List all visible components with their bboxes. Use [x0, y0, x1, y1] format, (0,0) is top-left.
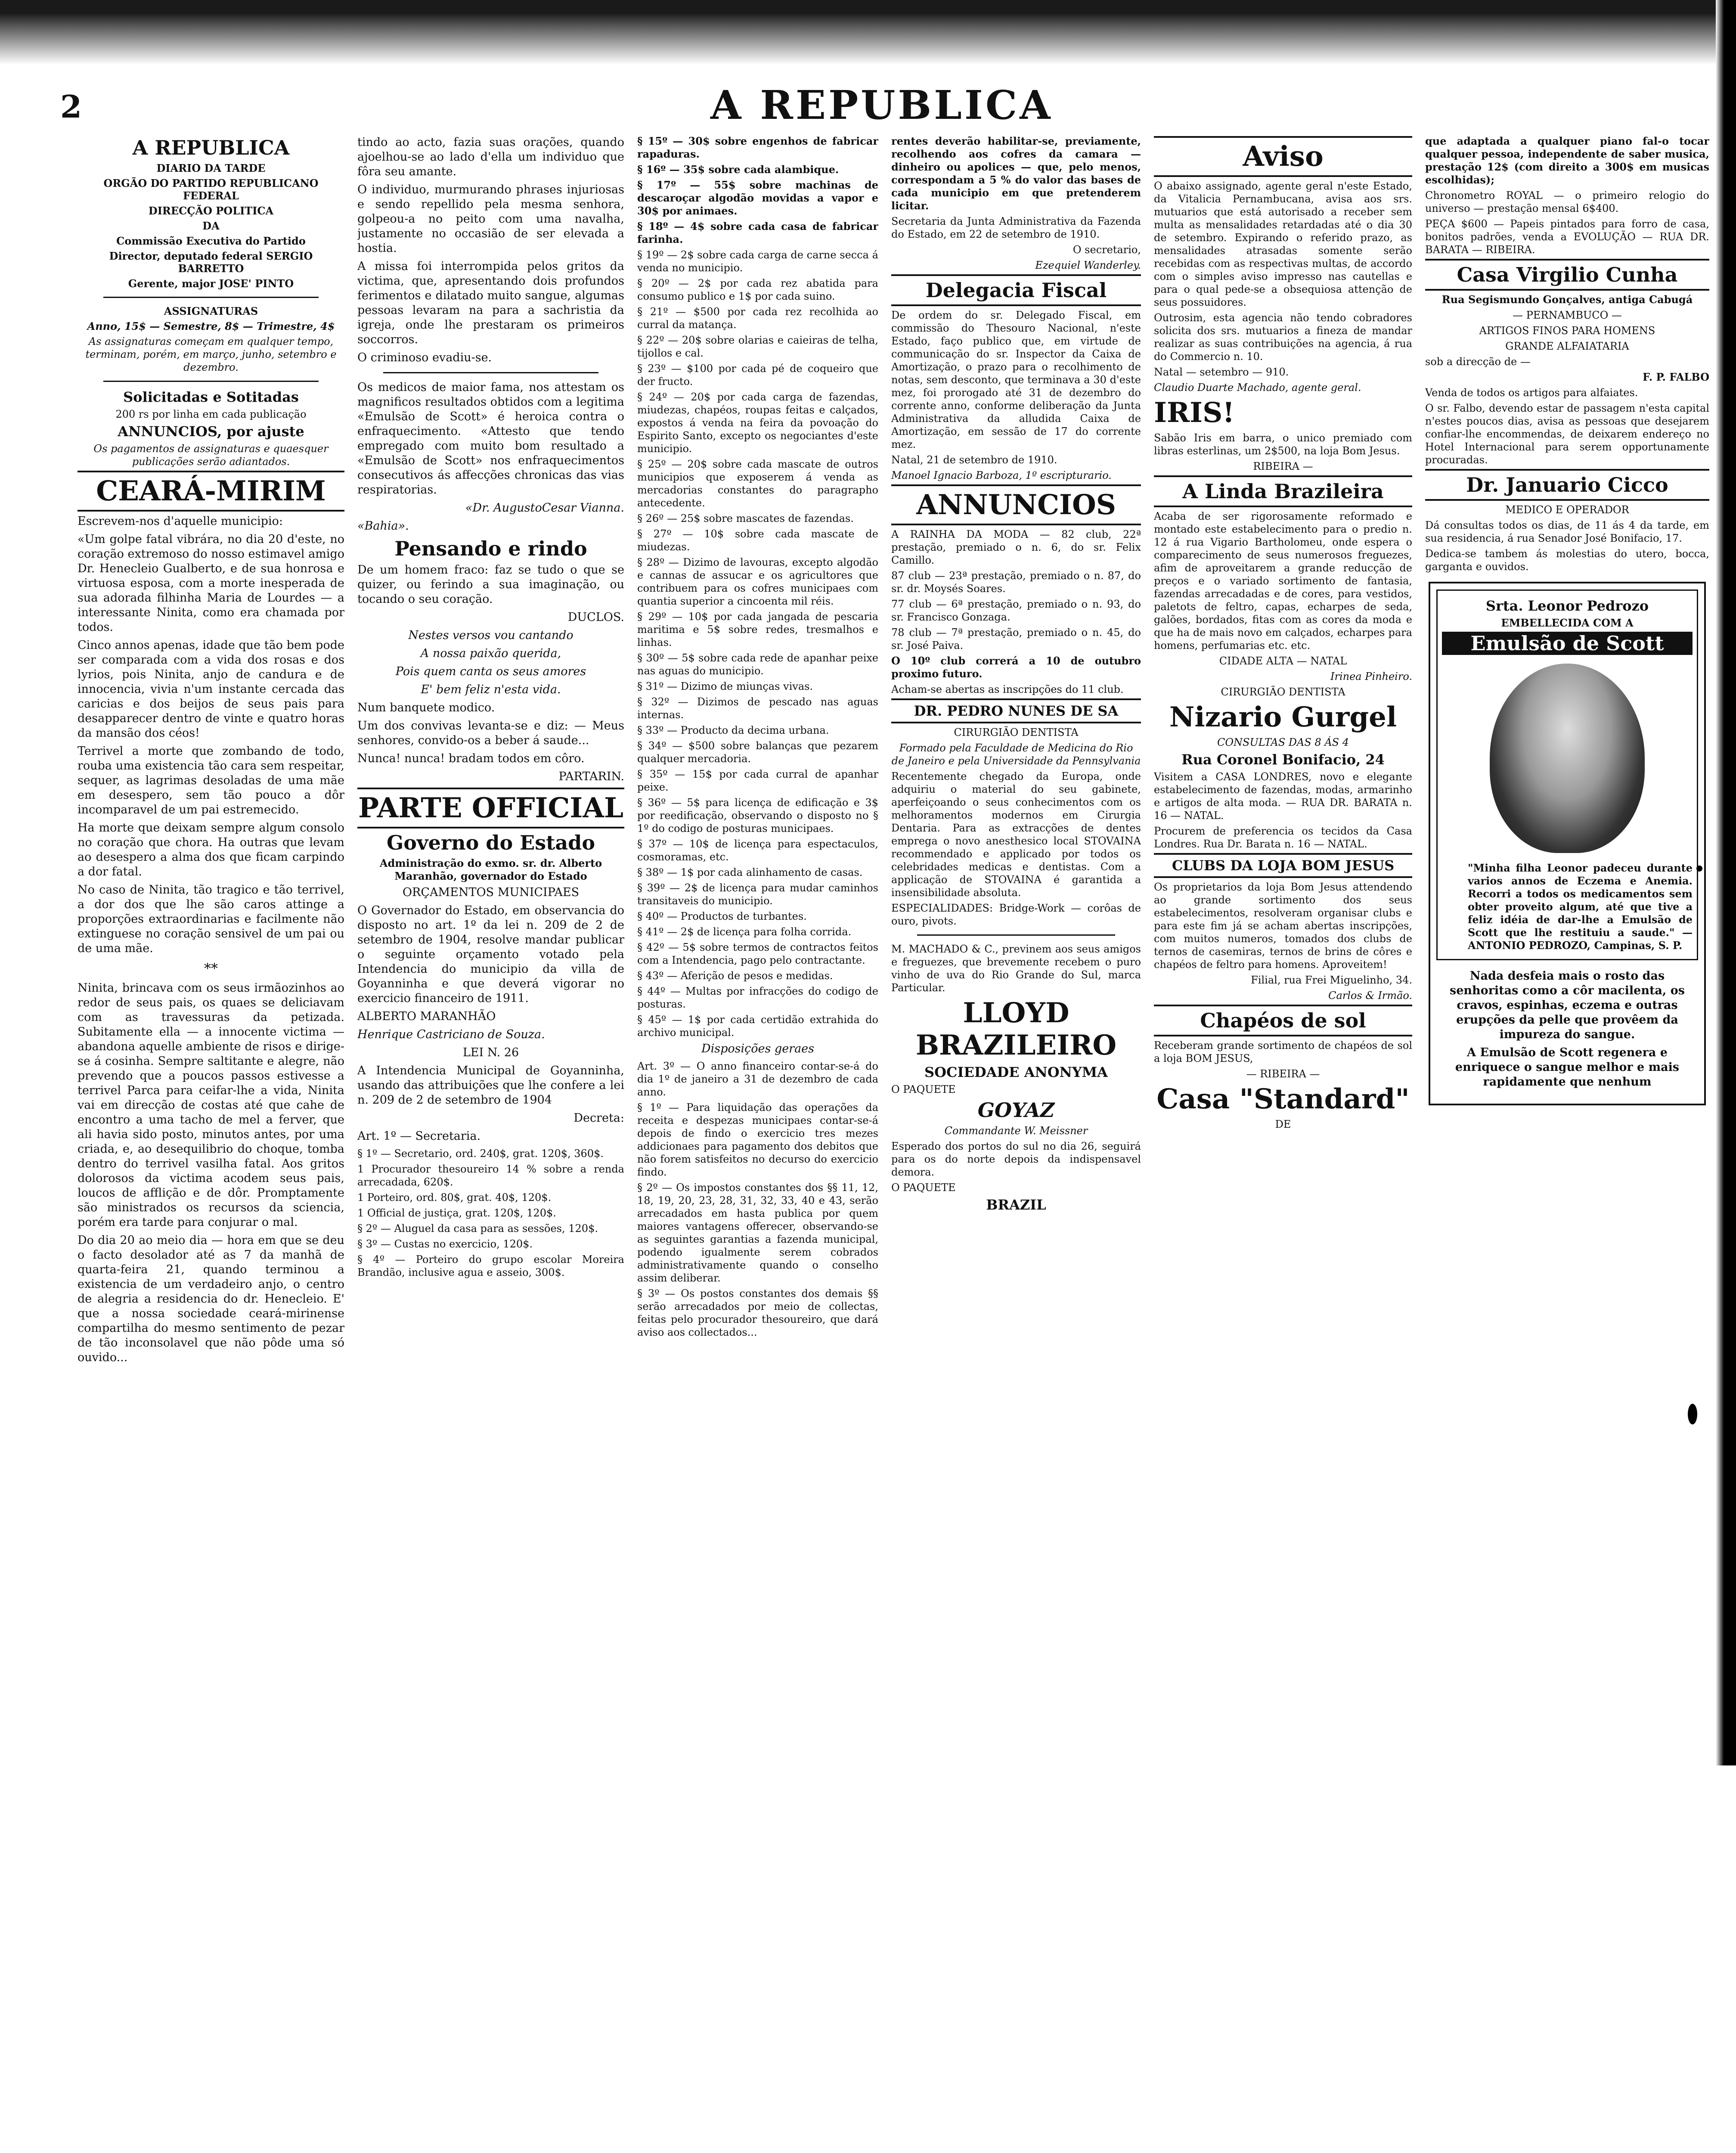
budget-item: § 3º — Custas no exercicio, 120$.	[357, 1238, 533, 1250]
advert-subtitle: EMBELLECIDA COM A	[1501, 617, 1634, 629]
budget-item: § 28º — Dizimo de lavouras, excepto algodão e cannas de assucar e os agricultores que contribuem para os cofres municipaes com quantia superior a cincoenta mil réis.	[637, 556, 878, 607]
article-paragraph: § 2º — Os impostos constantes dos §§ 11, 12, 18, 19, 20, 23, 28, 31, 32, 33, 40 e 43, serão arrecadados em hasta publica por quem maiores vantagens offerecer, observando-se as seguintes garantias a fazenda municipal, podendo igualmente serem cobrados administrativamente quando o conselho assim deliberar.	[637, 1182, 878, 1284]
budget-item: § 22º — 20$ sobre olarias e caieiras de telha, tijollos e cal.	[637, 334, 878, 359]
signature: Ezequiel Wanderley.	[1035, 259, 1141, 271]
subheading: Disposições geraes	[701, 1042, 815, 1055]
masthead-line: Gerente, major JOSE' PINTO	[128, 277, 294, 290]
ink-smudge	[1688, 1404, 1697, 1424]
budget-item: § 32º — Dizimos de pescado nas aguas internas.	[637, 696, 878, 721]
budget-item: § 37º — 10$ de licença para espectaculos, cosmoramas, etc.	[637, 838, 878, 863]
advert-text: A Emulsão de Scott regenera e enriquece o sangue melhor e mais rapidamente que nenhum	[1455, 1046, 1680, 1089]
article-paragraph: Ha morte que deixam sempre algum consolo no coração que chora. Ha outras que levam ao desespero a alma dos que ficam carpindo a dor fatal.	[78, 821, 344, 878]
masthead-line: Anno, 15$ — Semestre, 8$ — Trimestre, 4$	[87, 320, 335, 332]
budget-item: § 18º — 4$ sobre cada casa de fabricar farinha.	[637, 220, 878, 245]
ad-paragraph: ESPECIALIDADES: Bridge-Work — corôas de ouro, pivots.	[891, 902, 1141, 927]
ad-paragraph: CIDADE ALTA — NATAL	[1219, 655, 1347, 667]
section-heading: Chapéos de sol	[1154, 1005, 1412, 1036]
article-paragraph: De um homem fraco: faz se tudo o que se quizer, ou ferindo a sua imaginação, ou tocando o seu coração.	[357, 563, 624, 606]
ad-paragraph: que adaptada a qualquer piano fal-o tocar qualquer pessoa, independente de saber musica, prestação 12$ (com direito a 300$ em musicas escolhidas);	[1425, 135, 1709, 186]
masthead-line: 200 rs por linha em cada publicação	[115, 408, 307, 420]
signature: «Bahia».	[357, 519, 409, 533]
ad-paragraph: Venda de todos os artigos para alfaiates.	[1425, 387, 1638, 399]
ad-paragraph: — RIBEIRA —	[1246, 1068, 1320, 1080]
ad-paragraph: ARTIGOS FINOS PARA HOMENS	[1479, 325, 1655, 337]
ad-paragraph: O PAQUETE	[891, 1182, 956, 1194]
ornament-stars: **	[204, 960, 218, 977]
ad-paragraph: O abaixo assignado, agente geral n'este Estado, da Vitalicia Pernambucana, avisa aos srs. mutuarios que está autorisado a receber sem multa as mensalidades retardadas até o dia 30 de setembro. Expirando o referido prazo, as mensalidades atrasadas somente serão recebidas com as respectivas multas, de accordo com o simples aviso impresso nas cautellas e para o qual pede-se a obsequiosa attenção de seus possuidores.	[1154, 180, 1412, 308]
ad-paragraph: 78 club — 7ª prestação, premiado o n. 45, do sr. José Paiva.	[891, 627, 1141, 651]
ad-heading: DR. PEDRO NUNES DE SA	[891, 698, 1141, 723]
ad-paragraph: Rua Segismundo Gonçalves, antiga Cabugá	[1442, 293, 1693, 306]
ad-paragraph: Acham-se abertas as inscripções do 11 club.	[891, 683, 1124, 695]
ad-paragraph: Rua Coronel Bonifacio, 24	[1181, 751, 1385, 768]
article-paragraph: Natal, 21 de setembro de 1910.	[891, 454, 1057, 466]
ad-paragraph: PEÇA $600 — Papeis pintados para forro de casa, bonitos padrões, venda a EVOLUÇÃO — RUA DR. BARATA — RIBEIRA.	[1425, 218, 1709, 256]
budget-item: § 16º — 35$ sobre cada alambique.	[637, 163, 839, 176]
budget-item: § 21º — $500 por cada rez recolhida ao curral da matança.	[637, 306, 878, 331]
section-heading: Delegacia Fiscal	[891, 274, 1141, 306]
article-paragraph: Os medicos de maior fama, nos attestam os magnificos resultados obtidos com a legitima «Emulsão de Scott» é heroica contra o enfraquecimento. «Attesto que tendo empregado com muito bom resultado a «Emulsão de Scott» nos enfraquecimentos consecutivos ás affecções chronicas das vias respiratorias.	[357, 381, 624, 496]
advert-testimonial: "Minha filha Leonor padeceu durante varios annos de Eczema e Anemia. Recorri a todos os medicamentos sem obter proveito algum, até que tive a feliz idéia de dar-lhe a Emulsão de Scott que lhe restituiu a saude." — ANTONIO PEDROZO, Campinas, S. P.	[1468, 862, 1693, 952]
ad-paragraph: Chronometro ROYAL — o primeiro relogio do universo — prestação mensal 6$400.	[1425, 189, 1709, 214]
signature: Irinea Pinheiro.	[1330, 670, 1412, 683]
signature: Claudio Duarte Machado, agente geral.	[1154, 382, 1361, 394]
column-4	[891, 133, 1141, 1709]
ad-paragraph: Sabão Iris em barra, o unico premiado com libras esterlinas, um 2$500, na loja Bom Jesus.	[1154, 432, 1412, 457]
ad-paragraph: Natal — setembro — 910.	[1154, 366, 1289, 378]
scott-emulsion-advert	[1429, 582, 1706, 1105]
section-heading: Dr. Januario Cicco	[1425, 469, 1709, 501]
ship-name: GOYAZ	[977, 1098, 1055, 1122]
article-paragraph: O criminoso evadiu-se.	[357, 351, 492, 364]
budget-item: § 38º — 1$ por cada alinhamento de casas.	[637, 866, 863, 878]
ad-paragraph: 87 club — 23ª prestação, premiado o n. 87, do sr. dr. Moysés Soares.	[891, 570, 1141, 595]
budget-item: 1 Porteiro, ord. 80$, grat. 40$, 120$.	[357, 1191, 552, 1204]
ad-paragraph: — PERNAMBUCO —	[1513, 309, 1622, 321]
page-number: 2	[60, 88, 82, 125]
masthead-line: ASSIGNATURAS	[164, 305, 258, 317]
ad-paragraph: Formado pela Faculdade de Medicina do Rio de Janeiro e pela Universidade da Pennsylvania	[891, 742, 1141, 767]
article-paragraph: Terrivel a morte que zombando de todo, rouba uma existencia tão cara sem respeitar, sequer, as lagrimas desoladas de uma mãe em desespero, sem tão pouco a dôr incomparavel de um pai estremecido.	[78, 745, 344, 816]
article-paragraph: § 1º — Para liquidação das operações da receita e despezas municipaes contar-se-á depois de findo o exercicio tres mezes addicionaes para pagamento dos debitos que não forem satisfeitos no decurso do exercicio findo.	[637, 1101, 878, 1178]
signature: F. P. FALBO	[1643, 371, 1709, 383]
ad-paragraph: Dá consultas todos os dias, de 11 ás 4 da tarde, em sua residencia, á rua Senador José Bonifacio, 17.	[1425, 519, 1709, 544]
masthead-line: DIRECÇÃO POLITICA	[148, 205, 274, 217]
ink-smudge	[1696, 866, 1702, 872]
verse-line: E' bem feliz n'esta vida.	[421, 683, 561, 696]
budget-item: § 42º — 5$ sobre termos de contractos feitos com a Intendencia, pago pelo contractante.	[637, 941, 878, 966]
ad-paragraph: Visitem a CASA LONDRES, novo e elegante estabelecimento de fazendas, modas, armarinho e artigos de alta moda. — RUA DR. BARATA n. 16 — NATAL.	[1154, 771, 1412, 822]
ad-paragraph: O PAQUETE	[891, 1083, 956, 1095]
ad-heading: Casa "Standard"	[1156, 1083, 1410, 1115]
ad-paragraph: O sr. Falbo, devendo estar de passagem n'esta capital n'estes poucos dias, avisa as pessoas que desejarem confiar-lhe encommendas, de deixarem endereço no Hotel Internacional para serem opportunamente procuradas.	[1425, 402, 1709, 466]
ad-paragraph: MEDICO E OPERADOR	[1505, 504, 1629, 516]
budget-item: § 34º — $500 sobre balanças que pezarem qualquer mercadoria.	[637, 740, 878, 765]
column-1	[78, 133, 344, 1709]
ad-heading: LLOYD BRAZILEIRO	[915, 997, 1117, 1061]
budget-item: § 15º — 30$ sobre engenhos de fabricar rapaduras.	[637, 135, 878, 160]
ad-paragraph: DE	[1275, 1118, 1291, 1130]
ad-paragraph: Esperado dos portos do sul no dia 26, seguirá para os do norte depois da indispensavel demora.	[891, 1140, 1141, 1178]
signature: Carlos & Irmão.	[1328, 990, 1412, 1002]
ad-paragraph: Acaba de ser rigorosamente reformado e montado este estabelecimento para o predio n. 12 á rua Vigario Bartholomeu, onde espera o comparecimento de seus numerosos freguezes, afim de aproveitarem a grande reducção de preços e o variado sortimento de fantasia, fazendas arrecadadas e de cores, para vestidos, paletots de feltro, capas, echarpes de seda, galões, bordados, fitas com as cores da moda e que ha de mais novo em calçados, echarpes para homens, perfumarias etc. etc.	[1154, 510, 1412, 651]
section-heading: CEARÁ-MIRIM	[78, 471, 344, 512]
column-2	[357, 133, 624, 1709]
scan-top-edge	[0, 0, 1736, 65]
budget-item: § 41º — 2$ de licença para folha corrida.	[637, 926, 852, 938]
budget-item: Art. 1º — Secretaria.	[357, 1129, 481, 1143]
section-heading: Governo do Estado	[386, 831, 595, 854]
column-5	[1154, 133, 1412, 1709]
advert-text: Nada desfeia mais o rosto das senhoritas como a côr macilenta, os cravos, espinhas, eczema e outras erupções da pelle que provêem da impureza do sangue.	[1450, 969, 1685, 1041]
article-paragraph: § 3º — Os postos constantes dos demais §§ serão arrecadados por meio de collectas, feitas pelo procurador thesoureiro, que dará aviso aos collectados...	[637, 1287, 878, 1338]
article-paragraph: Nunca! nunca! bradam todos em côro.	[357, 752, 585, 765]
masthead-line: DIARIO DA TARDE	[156, 162, 266, 174]
article-paragraph: Cinco annos apenas, idade que tão bem pode ser comparada com a vida dos rosas e dos lyrios, pois Ninita, anjo de candura e de innocencia, vivia n'um instante cercada das caricias e dos beijos de seus pais para desapparecer dentro de vinte e quatro horas da mansão dos céos!	[78, 639, 344, 740]
ad-paragraph: Procurem de preferencia os tecidos da Casa Londres. Rua Dr. Barata n. 16 — NATAL.	[1154, 825, 1412, 850]
budget-item: § 39º — 2$ de licença para mudar caminhos transitaveis do municipio.	[637, 882, 878, 907]
budget-item: § 20º — 2$ por cada rez abatida para consumo publico e 1$ por cada suino.	[637, 277, 878, 302]
budget-item: § 33º — Producto da decima urbana.	[637, 724, 829, 736]
signature: «Dr. AugustoCesar Vianna.	[465, 501, 624, 515]
budget-item: § 29º — 10$ por cada jangada de pescaria maritima e 5$ sobre redes, tresmalhos e linhas.	[637, 611, 878, 648]
verse-line: Nestes versos vou cantando	[408, 629, 574, 642]
signature: PARTARIN.	[558, 770, 624, 783]
ad-paragraph: sob a direcção de —	[1425, 356, 1531, 368]
ad-paragraph: Outrosim, esta agencia não tendo cobradores solicita dos srs. mutuarios a fineza de mandar realizar as suas contribuições na agencia, á rua do Commercio n. 10.	[1154, 312, 1412, 363]
budget-item: § 4º — Porteiro do grupo escolar Moreira Brandão, inclusive agua e asseio, 300$.	[357, 1253, 624, 1278]
masthead-line: Solicitadas e Sotitadas	[123, 389, 299, 405]
advert-name: Srta. Leonor Pedrozo	[1485, 598, 1649, 614]
budget-item: § 35º — 15$ por cada curral de apanhar peixe.	[637, 768, 878, 793]
blank-scan-area	[0, 1809, 1736, 2153]
ad-heading: Nizario Gurgel	[1169, 701, 1397, 733]
budget-item: § 44º — Multas por infracções do codigo de posturas.	[637, 985, 878, 1010]
budget-item: § 17º — 55$ sobre machinas de descaroçar algodão movidas a vapor e 30$ por animaes.	[637, 179, 878, 217]
ad-paragraph: Os proprietarios da loja Bom Jesus attendendo ao grande sortimento dos seus estabelecimentos, resolveram organisar clubs e para este fim já se acham abertas inscripções, com muitos numeros, tomados dos clubs de ternos de casemiras, ternos de brins de côres e chapéos de feltro para homens. Aproveitem!	[1154, 881, 1412, 971]
article-paragraph: Secretaria da Junta Administrativa da Fazenda do Estado, em 22 de setembro de 1910.	[891, 215, 1141, 240]
masthead-line: As assignaturas começam em qualquer tempo, terminam, porém, em março, junho, setembro e dezembro.	[85, 335, 337, 373]
ad-subheading: SOCIEDADE ANONYMA	[924, 1064, 1108, 1080]
ad-paragraph: GRANDE ALFAIATARIA	[1505, 340, 1629, 352]
column-3	[637, 133, 878, 1709]
budget-item: § 24º — 20$ por cada carga de fazendas, miudezas, chapéos, roupas feitas e calçados, expostos á venda na feira da povoação do Espirito Santo, excepto os negociantes d'este municipio.	[637, 391, 878, 455]
masthead-line: ORGÃO DO PARTIDO REPUBLICANO FEDERAL	[103, 177, 319, 202]
verse-line: Pois quem canta os seus amores	[395, 665, 586, 678]
section-heading: Aviso	[1154, 136, 1412, 177]
section-heading: Casa Virgilio Cunha	[1425, 259, 1709, 291]
budget-item: § 36º — 5$ para licença de edificação e 3$ por reedificação, observando o disposto no § 1º do codigo de posturas municipaes.	[637, 797, 878, 835]
ad-paragraph: RIBEIRA —	[1253, 460, 1313, 472]
masthead-line: Os pagamentos de assignaturas e quaesquer publicações serão adiantados.	[93, 443, 329, 468]
article-paragraph: rentes deverão habilitar-se, previamente, recolhendo aos cofres da camara — dinheiro ou apolices — que, pelo menos, correspondam a 5 % do valor das bases de cada municipio em que pretenderem licitar.	[891, 135, 1141, 212]
signature: Henrique Castriciano de Souza.	[357, 1028, 545, 1041]
article-paragraph: O Governador do Estado, em observancia do disposto no art. 1º da lei n. 209 de 2 de setembro de 1904, resolve mandar publicar o seguinte orçamento votado pela Intendencia do municipio da villa de Goyanninha e que deverá vigorar no exercicio financeiro de 1911.	[357, 904, 624, 1005]
budget-item: § 2º — Aluguel da casa para as sessões, 120$.	[357, 1222, 598, 1235]
budget-item: § 45º — 1$ por cada certidão extrahida do archivo municipal.	[637, 1014, 878, 1039]
scan-right-edge	[1716, 0, 1736, 1765]
signature: Manoel Ignacio Barboza, 1º escripturario.	[891, 469, 1112, 481]
advert-brand: Emulsão de Scott	[1442, 632, 1693, 655]
signature: O secretario,	[1073, 244, 1141, 256]
article-paragraph: Escrevem-nos d'aquelle municipio:	[78, 515, 283, 528]
column-6	[1425, 133, 1709, 1709]
article-paragraph: A missa foi interrompida pelos gritos da victima, que, apresentando dois profundos ferimentos e dilatado muito sangue, algumas pessoas levaram na para a sachristia da igreja, onde lhe prestaram os primeiros soccorros.	[357, 260, 624, 346]
ad-heading: IRIS!	[1154, 397, 1235, 429]
signature: DUCLOS.	[567, 611, 624, 624]
section-heading: A Linda Brazileira	[1154, 475, 1412, 507]
article-paragraph: tindo ao acto, fazia suas orações, quando ajoelhou-se ao lado d'ella um individuo que fôra seu amante.	[357, 136, 624, 178]
budget-item: § 19º — 2$ sobre cada carga de carne secca á venda no municipio.	[637, 249, 878, 274]
ad-paragraph: Receberam grande sortimento de chapéos de sol a loja BOM JESUS,	[1154, 1039, 1412, 1064]
section-heading: CLUBS DA LOJA BOM JESUS	[1154, 853, 1412, 878]
ad-paragraph: Commandante W. Meissner	[944, 1125, 1088, 1137]
masthead-line: ANNUNCIOS, por ajuste	[118, 423, 304, 440]
budget-item: 1 Procurador thesoureiro 14 % sobre a renda arrecadada, 620$.	[357, 1163, 624, 1188]
ad-subheading: CIRURGIÃO DENTISTA	[1221, 686, 1345, 698]
section-heading: PARTE OFFICIAL	[357, 788, 624, 828]
ad-paragraph: Dedica-se tambem ás molestias do utero, bocca, garganta e ouvidos.	[1425, 548, 1709, 573]
masthead-line: Commissão Executiva do Partido	[116, 235, 306, 247]
budget-item: 1 Official de justiça, grat. 120$, 120$.	[357, 1207, 556, 1219]
ad-subheading: CIRURGIÃO DENTISTA	[954, 726, 1079, 738]
subheading: ORÇAMENTOS MUNICIPAES	[402, 886, 580, 899]
ad-paragraph: O 10º club correrá a 10 de outubro proximo futuro.	[891, 655, 1141, 680]
article-paragraph: Decreta:	[574, 1111, 624, 1125]
ship-name: BRAZIL	[986, 1197, 1046, 1213]
budget-item: § 26º — 25$ sobre mascates de fazendas.	[637, 512, 854, 524]
subheading: LEI N. 26	[462, 1046, 519, 1059]
masthead-line: Director, deputado federal SERGIO BARRETTO	[109, 250, 313, 275]
article-paragraph: «Um golpe fatal vibrára, no dia 20 d'este, no coração extremoso do nosso estimavel amigo Dr. Henecleio Gualberto, e de sua honrosa e virtuosa esposa, com a morte inesperada de sua adorada filhinha Maria de Lourdes — a interessante Ninita, como era chamada por todos.	[78, 533, 344, 634]
budget-item: § 23º — $100 por cada pé de coqueiro que der fructo.	[637, 363, 878, 388]
article-paragraph: Num banquete modico.	[357, 701, 495, 714]
masthead-line: DA	[202, 220, 220, 232]
article-paragraph: De ordem do sr. Delegado Fiscal, em commissão do Thesouro Nacional, n'este Estado, faço publico que, em virtude de communicação do sr. Inspector da Caixa de Amortização, o prazo para o recolhimento de notas, sem desconto, que terminava a 30 d'este mez, foi prorogado até 31 de dezembro do corrente anno, conforme deliberação da Junta Administrativa da alludida Caixa de Amortização, em sessão de 17 do corrente mez.	[891, 309, 1141, 450]
verse-line: A nossa paixão querida,	[420, 647, 561, 660]
ad-paragraph: M. MACHADO & C., previnem aos seus amigos e freguezes, que brevemente recebem o puro vinho de uva do Rio Grande do Sul, marca Particular.	[891, 943, 1141, 994]
section-heading: ANNUNCIOS	[891, 484, 1141, 525]
ad-paragraph: 77 club — 6ª prestação, premiado o n. 93, do sr. Francisco Gonzaga.	[891, 598, 1141, 623]
budget-item: § 25º — 20$ sobre cada mascate de outros municipios que exposerem á venda as mercadorias constantes do paragrapho antecedente.	[637, 458, 878, 509]
article-paragraph: A Intendencia Municipal de Goyanninha, usando das attribuições que lhe confere a lei n. 209 de 2 de setembro de 1904	[357, 1064, 624, 1107]
ad-paragraph: Recentemente chegado da Europa, onde adquiriu o material do seu gabinete, aperfeiçoando o seus conhecimentos com os melhoramentos modernos em Cirurgia Dentaria. Para as extracções de dentes emprega o novo anesthesico local STOVAINA recommendado e applicado por todos os celebridades medicas e dentistas. Com a applicação de STOVAINA é garantida a insensibilidade absoluta.	[891, 770, 1141, 899]
article-paragraph: Ninita, brincava com os seus irmãozinhos ao redor de seus pais, os quaes se deliciavam com as travessuras da petizada. Subitamente ella — a innocente victima — abandona aquelle ambiente de risos e dirige-se á cosinha. Sempre saltitante e alegre, não prevendo que a poucos passos estivesse a terrivel Parca para ceifar-lhe a vida, Ninita vai em direcção de costas até que cahe de encontro a uma tacho de mel a ferver, que ali havia sido posto, minutos antes, por uma criada, e, ao desequilibrio do choque, tomba dentro do terrivel vasilha fatal. Aos gritos dolorosos da victima acodem seus pais, loucos de afflição e de dôr. Promptamente são ministrados os recursos da sciencia, porém era tarde para conjurar o mal.	[78, 981, 344, 1229]
article-paragraph: Art. 3º — O anno financeiro contar-se-á do dia 1º de janeiro a 31 de dezembro de cada anno.	[637, 1060, 878, 1098]
article-paragraph: Do dia 20 ao meio dia — hora em que se deu o facto desolador até as 7 da manhã de quarta-feira 21, quando terminou a existencia de um verdadeiro anjo, o centro de alegria a residencia do dr. Henecleio. E' que a nossa sociedade ceará-mirinense compartilha do mesmo sentimento de pezar de tão inconsolavel que não pôde uma só ouvido...	[78, 1234, 344, 1364]
budget-item: § 27º — 10$ sobre cada mascate de miudezas.	[637, 528, 878, 553]
budget-item: § 40º — Productos de turbantes.	[637, 910, 807, 922]
signature: ALBERTO MARANHÃO	[357, 1010, 496, 1023]
masthead: A REPUBLICA	[132, 136, 290, 159]
budget-item: § 31º — Dizimo de miunças vivas.	[637, 680, 813, 692]
ad-paragraph: A RAINHA DA MODA — 82 club, 22ª prestação, premiado o n. 6, do sr. Felix Camillo.	[891, 528, 1141, 566]
subheading: Administração do exmo. sr. dr. Alberto Maranhão, governador do Estado	[379, 857, 602, 882]
article-paragraph: Um dos convivas levanta-se e diz: — Meus senhores, convido-os a beber á saude...	[357, 719, 624, 747]
section-heading: Pensando e rindo	[394, 537, 587, 560]
budget-item: § 1º — Secretario, ord. 240$, grat. 120$, 360$.	[357, 1148, 604, 1160]
article-paragraph: O individuo, murmurando phrases injuriosas e sendo repellido pela mesma senhora, golpeou-a no peito com uma navalha, justamente no occasião de ser elevada a hostia.	[357, 183, 624, 255]
advert-frame	[1436, 589, 1698, 960]
ad-paragraph: Filial, rua Frei Miguelinho, 34.	[1251, 974, 1412, 986]
article-paragraph: No caso de Ninita, tão tragico e tão terrivel, a dor dos que lhe são caros attinge a proporções extraordinarias e facilmente não extinguese no coração sensivel de um pai ou de uma mãe.	[78, 883, 344, 955]
budget-item: § 43º — Aferição de pesos e medidas.	[637, 970, 833, 982]
ad-paragraph: CONSULTAS DAS 8 ÁS 4	[1217, 736, 1349, 748]
portrait-illustration	[1490, 664, 1645, 853]
budget-item: § 30º — 5$ sobre cada rede de apanhar peixe nas aguas do municipio.	[637, 652, 878, 677]
page-running-title: A REPUBLICA	[710, 82, 1053, 128]
